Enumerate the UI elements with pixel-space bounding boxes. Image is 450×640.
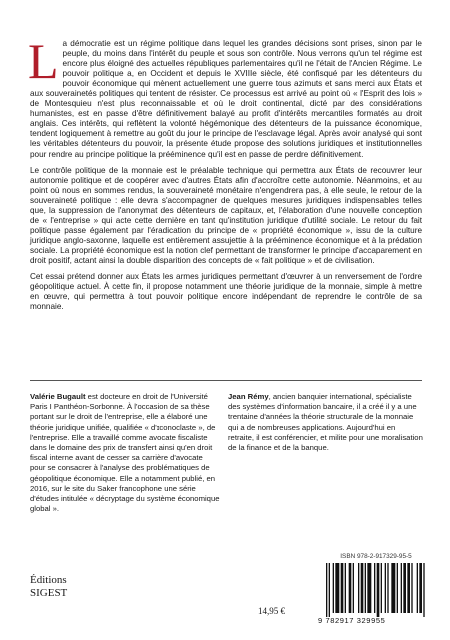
barcode-digits: 9 782917 329955 [318, 616, 386, 625]
author-name: Jean Rémy [228, 392, 269, 401]
synopsis-text [28, 33, 422, 312]
barcode-bar [377, 563, 380, 617]
author-bio-text: est docteure en droit de l'Université Paris I Panthéon-Sorbonne. À l'occasion de sa thèse portant sur le droit de l'entreprise, elle a élaboré une théorie juridique unifiée, qualifiée « d'ɪconoclaste », de l'entreprise. Elle a travaillé comme avocate fiscaliste dans le domaine des prix de transfert ainsi qu'en droit fiscal interne avant de cesser sa carrière d'avocate pour se consacrer à l'analyse des problématiques de géopolitique économique. Elle a notamment publié, en 2016, sur le site du Saker francophone une série d'études intitulée « décryptage du système économique global ». [30, 392, 220, 514]
bio-jean-remy [228, 392, 423, 453]
barcode-bar [345, 563, 346, 613]
barcode-bar [358, 563, 359, 613]
author-name: Valérie Bugault [30, 392, 86, 401]
paragraph-2: Le contrôle politique de la monnaie est le préalable technique qui permettra aux États de recouvrer leur autonomie politique et de coopérer avec d'autres États afin d'accroître cette autonomie. Néanmoins, et au point où nous en sommes rendus, la souveraineté monétaire n'engendrera pas, à elle seule, le retour de la souveraineté politique : elle devra s'accompagner de quelques mesures juridiques indispensables telles que, la suppression de l'anonymat des détenteurs de capitaux, et, l'élaboration d'une nouvelle conception de « l'entreprise » qui acte cette dernière en tant qu'institution juridique d'utilité sociale. Le retour du fait politique passe également par l'éradication du principe de « propriété économique », issu de la culture juridique anglo-saxonne, laquelle est entièrement assujettie à la prééminence économique et à la prédation sociale. La propriété économique est la notion clef permettant de transformer le principe d'accaparement en droit positif, actant ainsi la double disparition des concepts de « fait politique » et de civilisation. [30, 165, 422, 265]
barcode-bars [326, 563, 426, 617]
barcode-bar [419, 563, 422, 613]
paragraph-1-text: a démocratie est un régime politique dans lequel les grandes décisions sont prises, sinon par le peuple, du moins dans l'intérêt du peuple et sous son contrôle. Nous verrons qu'un tel régime est encore plus éloigné des actuelles républiques parlementaires qu'il ne l'était de l'Ancien Régime. Le pouvoir politique a, en Occident et depuis le XVIIIe siècle, été confisqué par les détenteurs du pouvoir économique qui mènent actuellement une guerre tous azimuts et sans merci aux États et aux souverainetés politiques qui tentent de résister. Ce processus est arrivé au point où « l'Esprit des lois » de Montesquieu n'est plus reconnaissable et où le droit continental, dicté par des considérations humanistes, est en passe d'être définitivement balayé au profit d'intérêts mercantiles formatés au droit anglais. Ces intérêts, qui reflètent la volonté hégémonique des détenteurs de la puissance économique, tendent logiquement à remettre au goût du jour le principe de l'esclavage légal. Après avoir analysé qui sont les véritables détenteurs du pouvoir, la présente étude propose des solutions juridiques et institutionnelles pour rendre au principe politique la prééminence qu'il est en passe de perdre définitivement. [30, 39, 422, 159]
barcode-bar [349, 563, 352, 613]
barcode-bar [333, 563, 334, 613]
barcode-bar [411, 563, 412, 613]
drop-cap: L [28, 33, 59, 89]
barcode-bar [341, 563, 344, 613]
barcode-bar [353, 563, 354, 613]
barcode-bar [367, 563, 371, 613]
barcode-bar [361, 563, 364, 613]
paragraph-1 [28, 33, 422, 160]
barcode-bar [417, 563, 418, 613]
barcode [318, 553, 426, 631]
barcode-bar [391, 563, 395, 613]
publisher-line-2: SIGEST [30, 587, 68, 599]
barcode-bar [423, 563, 424, 617]
barcode-bar [381, 563, 382, 613]
barcode-bar [374, 563, 375, 613]
publisher-logo [30, 574, 67, 600]
section-divider [30, 380, 422, 381]
barcode-bar [397, 563, 398, 613]
barcode-bar [387, 563, 388, 613]
isbn-label: ISBN 978-2-917329-95-5 [340, 553, 412, 560]
publisher-line-1: Éditions [30, 574, 67, 586]
barcode-bar [385, 563, 386, 613]
barcode-bar [401, 563, 402, 613]
barcode-bar [329, 563, 330, 617]
barcode-bar [365, 563, 366, 613]
barcode-bar [335, 563, 339, 613]
paragraph-3: Cet essai prétend donner aux États les armes juridiques permettant d'œuvrer à un renversement de l'ordre géopolitique actuel. À cette fin, il propose notamment une théorie juridique de la monnaie, simple à mettre en œuvre, qui permettra à tout pouvoir politique encore indépendant de reprendre le contrôle de sa monnaie. [30, 272, 422, 312]
barcode-bar [403, 563, 406, 613]
barcode-bar [407, 563, 410, 613]
barcode-bar [326, 563, 327, 617]
bio-valerie-bugault [30, 392, 220, 514]
author-bio-text: , ancien banquier international, spécialiste des systèmes d'information bancaire, il a créé il y a une trentaine d'années la théorie structurale de la monnaie qui a de nombreuses applications. Aujourd'hui en retraite, il est conférencier, et milite pour une moralisation de la finance et de la banque. [228, 392, 423, 453]
price: 14,95 € [258, 606, 285, 616]
